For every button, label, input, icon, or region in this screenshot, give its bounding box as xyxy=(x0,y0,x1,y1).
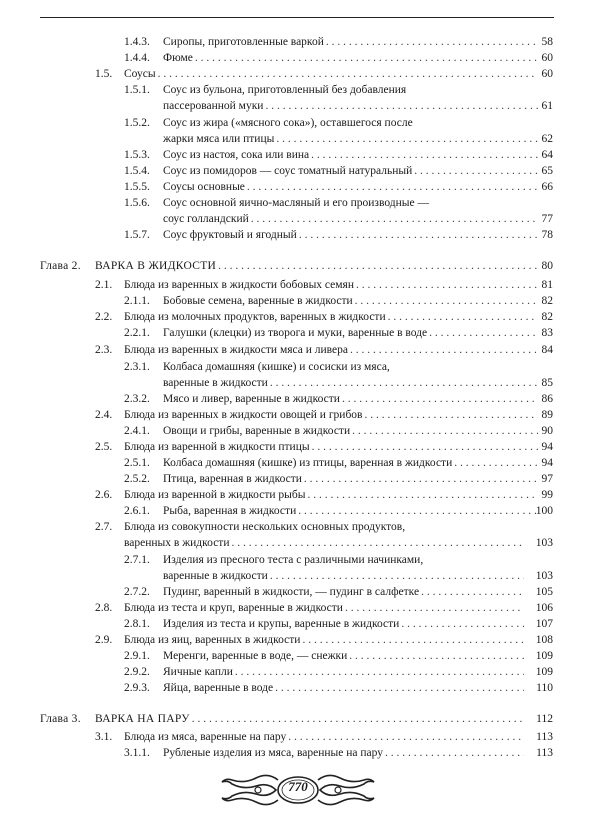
dot-leader xyxy=(288,729,524,745)
toc-chapter[interactable] xyxy=(0,711,595,727)
toc-page: 66 xyxy=(541,181,553,193)
toc-title: Мясо и ливер, варенные в жидкости xyxy=(163,393,340,405)
toc-page: 110 xyxy=(536,682,553,694)
toc-page: 100 xyxy=(535,505,553,517)
toc-title-row xyxy=(95,711,524,727)
toc-number: 3.1. xyxy=(95,731,113,743)
toc-entry[interactable] xyxy=(0,293,595,309)
toc-title-row xyxy=(124,66,538,82)
toc-page: 60 xyxy=(541,52,553,64)
toc-number: 2.2.1. xyxy=(124,327,150,339)
toc-title: Фюме xyxy=(163,52,193,64)
toc-title: Соус из бульона, приготовленный без добавления xyxy=(163,84,407,96)
toc-title-row xyxy=(163,648,524,664)
toc-number: 2.3. xyxy=(95,344,113,356)
toc-title: Колбаса домашняя (кишке) из птицы, варенная в жидкости xyxy=(163,457,453,469)
toc-page: 94 xyxy=(541,441,553,453)
toc-page: 107 xyxy=(535,618,553,630)
toc-number: 2.1.1. xyxy=(124,295,150,307)
toc-title: Колбаса домашняя (кишке) и сосиски из мяса, xyxy=(163,361,390,373)
dot-leader xyxy=(195,50,538,66)
toc-page: 77 xyxy=(541,213,553,225)
toc-title-row xyxy=(163,745,524,761)
toc-title-row xyxy=(124,277,538,293)
toc-title-row xyxy=(124,439,538,455)
toc-entry[interactable] xyxy=(0,439,595,455)
dot-leader xyxy=(355,293,538,309)
dot-leader xyxy=(454,455,538,471)
toc-page: 90 xyxy=(541,425,553,437)
dot-leader xyxy=(326,34,538,50)
toc-page: 97 xyxy=(541,473,553,485)
toc-entry[interactable] xyxy=(0,648,595,664)
toc-number: 2.6. xyxy=(95,489,113,501)
toc-number: 1.5. xyxy=(95,68,113,80)
toc-title-row xyxy=(163,50,538,66)
toc-title-line2: варенные в жидкости xyxy=(163,377,268,389)
toc-title-row xyxy=(163,131,538,147)
toc-page: 105 xyxy=(535,586,553,598)
toc-chapter-number: Глава 2. xyxy=(40,260,81,272)
toc-page: 82 xyxy=(541,311,553,323)
toc-number: 2.2. xyxy=(95,311,113,323)
toc-entry[interactable] xyxy=(0,179,595,195)
toc-page: 94 xyxy=(541,457,553,469)
toc-title-line2: пассерованной муки xyxy=(163,100,264,112)
dot-leader xyxy=(385,745,524,761)
toc-entry[interactable] xyxy=(0,632,595,648)
dot-leader xyxy=(352,423,538,439)
dot-leader xyxy=(265,98,538,114)
toc-entry[interactable] xyxy=(0,359,595,375)
toc-chapter-number: Глава 3. xyxy=(40,713,81,725)
page-footer xyxy=(218,770,378,810)
toc-title-row xyxy=(163,227,538,243)
dot-leader xyxy=(299,227,538,243)
dot-leader xyxy=(192,711,524,727)
toc-entry[interactable] xyxy=(0,66,595,82)
toc-entry[interactable] xyxy=(0,342,595,358)
toc-title: Соус основной яично-масляный и его производные — xyxy=(163,197,429,209)
toc-number: 2.7. xyxy=(95,521,113,533)
toc-entry-continuation[interactable] xyxy=(0,535,595,551)
dot-leader xyxy=(270,568,524,584)
toc-entry-continuation[interactable] xyxy=(0,131,595,147)
toc-title-row xyxy=(163,375,538,391)
toc-title-row xyxy=(124,600,524,616)
toc-entry[interactable] xyxy=(0,503,595,519)
toc-title: Сиропы, приготовленные варкой xyxy=(163,36,324,48)
dot-leader xyxy=(356,277,538,293)
toc-title-row xyxy=(163,471,538,487)
toc-page: 113 xyxy=(536,731,553,743)
toc-entry[interactable] xyxy=(0,391,595,407)
dot-leader xyxy=(312,439,538,455)
toc-title: Птица, варенная в жидкости xyxy=(163,473,302,485)
dot-leader xyxy=(276,131,538,147)
toc-entry[interactable] xyxy=(0,680,595,696)
toc-entry[interactable] xyxy=(0,82,595,98)
toc-number: 2.4.1. xyxy=(124,425,150,437)
toc-title-row xyxy=(163,584,524,600)
toc-chapter-title: ВАРКА В ЖИДКОСТИ xyxy=(95,260,217,272)
toc-page: 103 xyxy=(535,570,553,582)
page-number: 770 xyxy=(288,779,308,794)
toc-page: 61 xyxy=(541,100,553,112)
toc-page: 86 xyxy=(541,393,553,405)
toc-title-row xyxy=(163,664,524,680)
dot-leader xyxy=(429,325,538,341)
toc-entry[interactable] xyxy=(0,664,595,680)
dot-leader xyxy=(349,648,524,664)
toc-title-row xyxy=(163,503,538,519)
toc-number: 2.7.1. xyxy=(124,554,150,566)
toc-entry[interactable] xyxy=(0,423,595,439)
toc-page: 65 xyxy=(541,165,553,177)
toc-title-row xyxy=(163,325,538,341)
toc-entry[interactable] xyxy=(0,277,595,293)
toc-title: Блюда из варенных в жидкости мяса и ливера xyxy=(124,344,348,356)
toc-title-row xyxy=(163,211,538,227)
toc-number: 1.4.4. xyxy=(124,52,150,64)
toc-entry[interactable] xyxy=(0,616,595,632)
toc-title: Яйца, варенные в воде xyxy=(163,682,274,694)
toc-page: 64 xyxy=(541,149,553,161)
dot-leader xyxy=(247,179,538,195)
dot-leader xyxy=(302,632,524,648)
dot-leader xyxy=(298,503,538,519)
toc-page: 99 xyxy=(541,489,553,501)
toc-entry[interactable] xyxy=(0,163,595,179)
toc-number: 1.5.5. xyxy=(124,181,150,193)
toc-number: 2.5.2. xyxy=(124,473,150,485)
toc-number: 2.6.1. xyxy=(124,505,150,517)
toc-entry[interactable] xyxy=(0,729,595,745)
toc-title-row xyxy=(124,407,538,423)
toc-page: 85 xyxy=(541,377,553,389)
toc-page: 113 xyxy=(536,747,553,759)
dot-leader xyxy=(414,163,538,179)
toc-number: 1.5.4. xyxy=(124,165,150,177)
toc-title-row xyxy=(163,163,538,179)
toc-page: 108 xyxy=(535,634,553,646)
toc-title-row xyxy=(163,391,538,407)
toc-entry[interactable] xyxy=(0,325,595,341)
toc-page: 81 xyxy=(541,279,553,291)
dot-leader xyxy=(251,211,538,227)
toc-title: Бобовые семена, варенные в жидкости xyxy=(163,295,353,307)
toc-page: 89 xyxy=(541,409,553,421)
toc-title: Соус из жира («мясного сока»), оставшегося после xyxy=(163,117,413,129)
toc-number: 2.8. xyxy=(95,602,113,614)
toc-title-line2: варенные в жидкости xyxy=(163,570,268,582)
toc-entry[interactable] xyxy=(0,584,595,600)
toc-chapter-title: ВАРКА НА ПАРУ xyxy=(95,713,190,725)
toc-number: 1.4.3. xyxy=(124,36,150,48)
toc-number: 2.7.2. xyxy=(124,586,150,598)
toc-title-row xyxy=(124,632,524,648)
toc-title: Овощи и грибы, варенные в жидкости xyxy=(163,425,351,437)
toc-title-row xyxy=(163,455,538,471)
toc-title: Блюда из мяса, варенные на пару xyxy=(124,731,287,743)
toc-title-row xyxy=(163,616,524,632)
toc-title-row xyxy=(124,487,538,503)
dot-leader xyxy=(235,664,524,680)
dot-leader xyxy=(304,471,538,487)
toc-number: 1.5.6. xyxy=(124,197,150,209)
toc-title-row xyxy=(163,147,538,163)
toc-entry[interactable] xyxy=(0,471,595,487)
toc-page: 58 xyxy=(541,36,553,48)
toc-page: 78 xyxy=(541,229,553,241)
dot-leader xyxy=(342,391,538,407)
toc-title: Блюда из варенной в жидкости птицы xyxy=(124,441,310,453)
toc-title: Блюда из варенной в жидкости рыбы xyxy=(124,489,306,501)
dot-leader xyxy=(401,616,524,632)
toc-entry-continuation[interactable] xyxy=(0,375,595,391)
toc-page: 84 xyxy=(541,344,553,356)
toc-page: 112 xyxy=(536,713,553,725)
toc-entry[interactable] xyxy=(0,195,595,211)
toc-title: Блюда из яиц, варенных в жидкости xyxy=(124,634,301,646)
toc-number: 2.3.2. xyxy=(124,393,150,405)
toc-title-row xyxy=(163,293,538,309)
toc-entry[interactable] xyxy=(0,600,595,616)
toc-title-row xyxy=(163,680,524,696)
toc-title-row xyxy=(124,342,538,358)
toc-entry[interactable] xyxy=(0,115,595,131)
toc-title: Яичные капли xyxy=(163,666,233,678)
toc-page: 62 xyxy=(541,133,553,145)
toc-chapter[interactable] xyxy=(0,258,595,274)
toc-title: Блюда из варенных в жидкости бобовых семян xyxy=(124,279,355,291)
toc-title-row xyxy=(163,423,538,439)
toc-title: Изделия из теста и крупы, варенные в жидкости xyxy=(163,618,400,630)
dot-leader xyxy=(345,600,524,616)
toc-page: 109 xyxy=(535,666,553,678)
toc-title-line2: варенных в жидкости xyxy=(124,537,230,549)
toc-entry[interactable] xyxy=(0,745,595,761)
toc-title: Рыба, варенная в жидкости xyxy=(163,505,297,517)
toc-title-row xyxy=(163,34,538,50)
toc-title: Соус фруктовый и ягодный xyxy=(163,229,297,241)
dot-leader xyxy=(231,535,524,551)
toc-number: 1.5.3. xyxy=(124,149,150,161)
toc-page: 103 xyxy=(535,537,553,549)
toc-entry[interactable] xyxy=(0,50,595,66)
toc-page: 106 xyxy=(535,602,553,614)
toc-entry[interactable] xyxy=(0,552,595,568)
toc-title: Соус из помидоров — соус томатный натуральный xyxy=(163,165,413,177)
toc-title-row xyxy=(124,309,538,325)
toc-page: 80 xyxy=(541,260,553,272)
dot-leader xyxy=(158,66,538,82)
toc-number: 1.5.1. xyxy=(124,84,150,96)
toc-title-row xyxy=(163,179,538,195)
toc-title-row xyxy=(163,98,538,114)
toc-number: 2.9.1. xyxy=(124,650,150,662)
toc-number: 2.3.1. xyxy=(124,361,150,373)
toc-title: Блюда из совокупности нескольких основных продуктов, xyxy=(124,521,406,533)
toc-number: 1.5.2. xyxy=(124,117,150,129)
toc-title-row xyxy=(124,535,524,551)
toc-entry[interactable] xyxy=(0,147,595,163)
toc-entry[interactable] xyxy=(0,34,595,50)
toc-title: Соус из настоя, сока или вина xyxy=(163,149,310,161)
toc-entry-continuation[interactable] xyxy=(0,98,595,114)
dot-leader xyxy=(350,342,538,358)
toc-title: Соусы xyxy=(124,68,156,80)
toc-entry-continuation[interactable] xyxy=(0,211,595,227)
toc-title: Пудинг, варенный в жидкости, — пудинг в салфетке xyxy=(163,586,420,598)
toc-entry[interactable] xyxy=(0,455,595,471)
toc-title-line2: жарки мяса или птицы xyxy=(163,133,275,145)
toc-number: 1.5.7. xyxy=(124,229,150,241)
dot-leader xyxy=(275,680,524,696)
toc-page: 60 xyxy=(541,68,553,80)
toc-page: 83 xyxy=(541,327,553,339)
toc-title: Блюда из варенных в жидкости овощей и грибов xyxy=(124,409,363,421)
toc-title: Рубленые изделия из мяса, варенные на пару xyxy=(163,747,383,759)
toc-number: 2.9.3. xyxy=(124,682,150,694)
toc-title: Блюда из молочных продуктов, варенных в жидкости xyxy=(124,311,386,323)
toc-number: 2.9. xyxy=(95,634,113,646)
toc-title-line2: соус голландский xyxy=(163,213,249,225)
toc-number: 2.1. xyxy=(95,279,113,291)
toc-title-row xyxy=(163,568,524,584)
toc-title: Изделия из пресного теста с различными начинками, xyxy=(163,554,424,566)
toc-number: 2.4. xyxy=(95,409,113,421)
toc-title: Блюда из теста и круп, варенные в жидкости xyxy=(124,602,343,614)
toc-title: Меренги, варенные в воде, — снежки xyxy=(163,650,348,662)
toc-number: 2.8.1. xyxy=(124,618,150,630)
toc-title-row xyxy=(95,258,538,274)
toc-number: 2.5. xyxy=(95,441,113,453)
toc-title: Соусы основные xyxy=(163,181,245,193)
dot-leader xyxy=(270,375,538,391)
dot-leader xyxy=(364,407,538,423)
toc-entry[interactable] xyxy=(0,487,595,503)
toc-title-row xyxy=(124,729,524,745)
toc-entry[interactable] xyxy=(0,519,595,535)
toc-entry[interactable] xyxy=(0,309,595,325)
toc-entry-continuation[interactable] xyxy=(0,568,595,584)
dot-leader xyxy=(218,258,538,274)
toc-number: 3.1.1. xyxy=(124,747,150,759)
toc-page: 109 xyxy=(535,650,553,662)
toc-number: 2.9.2. xyxy=(124,666,150,678)
dot-leader xyxy=(307,487,538,503)
toc-title: Галушки (клецки) из творога и муки, варенные в воде xyxy=(163,327,428,339)
dot-leader xyxy=(388,309,538,325)
toc-entry[interactable] xyxy=(0,227,595,243)
toc-page: 82 xyxy=(541,295,553,307)
dot-leader xyxy=(421,584,524,600)
top-rule xyxy=(40,17,554,18)
toc-number: 2.5.1. xyxy=(124,457,150,469)
dot-leader xyxy=(311,147,538,163)
toc-entry[interactable] xyxy=(0,407,595,423)
